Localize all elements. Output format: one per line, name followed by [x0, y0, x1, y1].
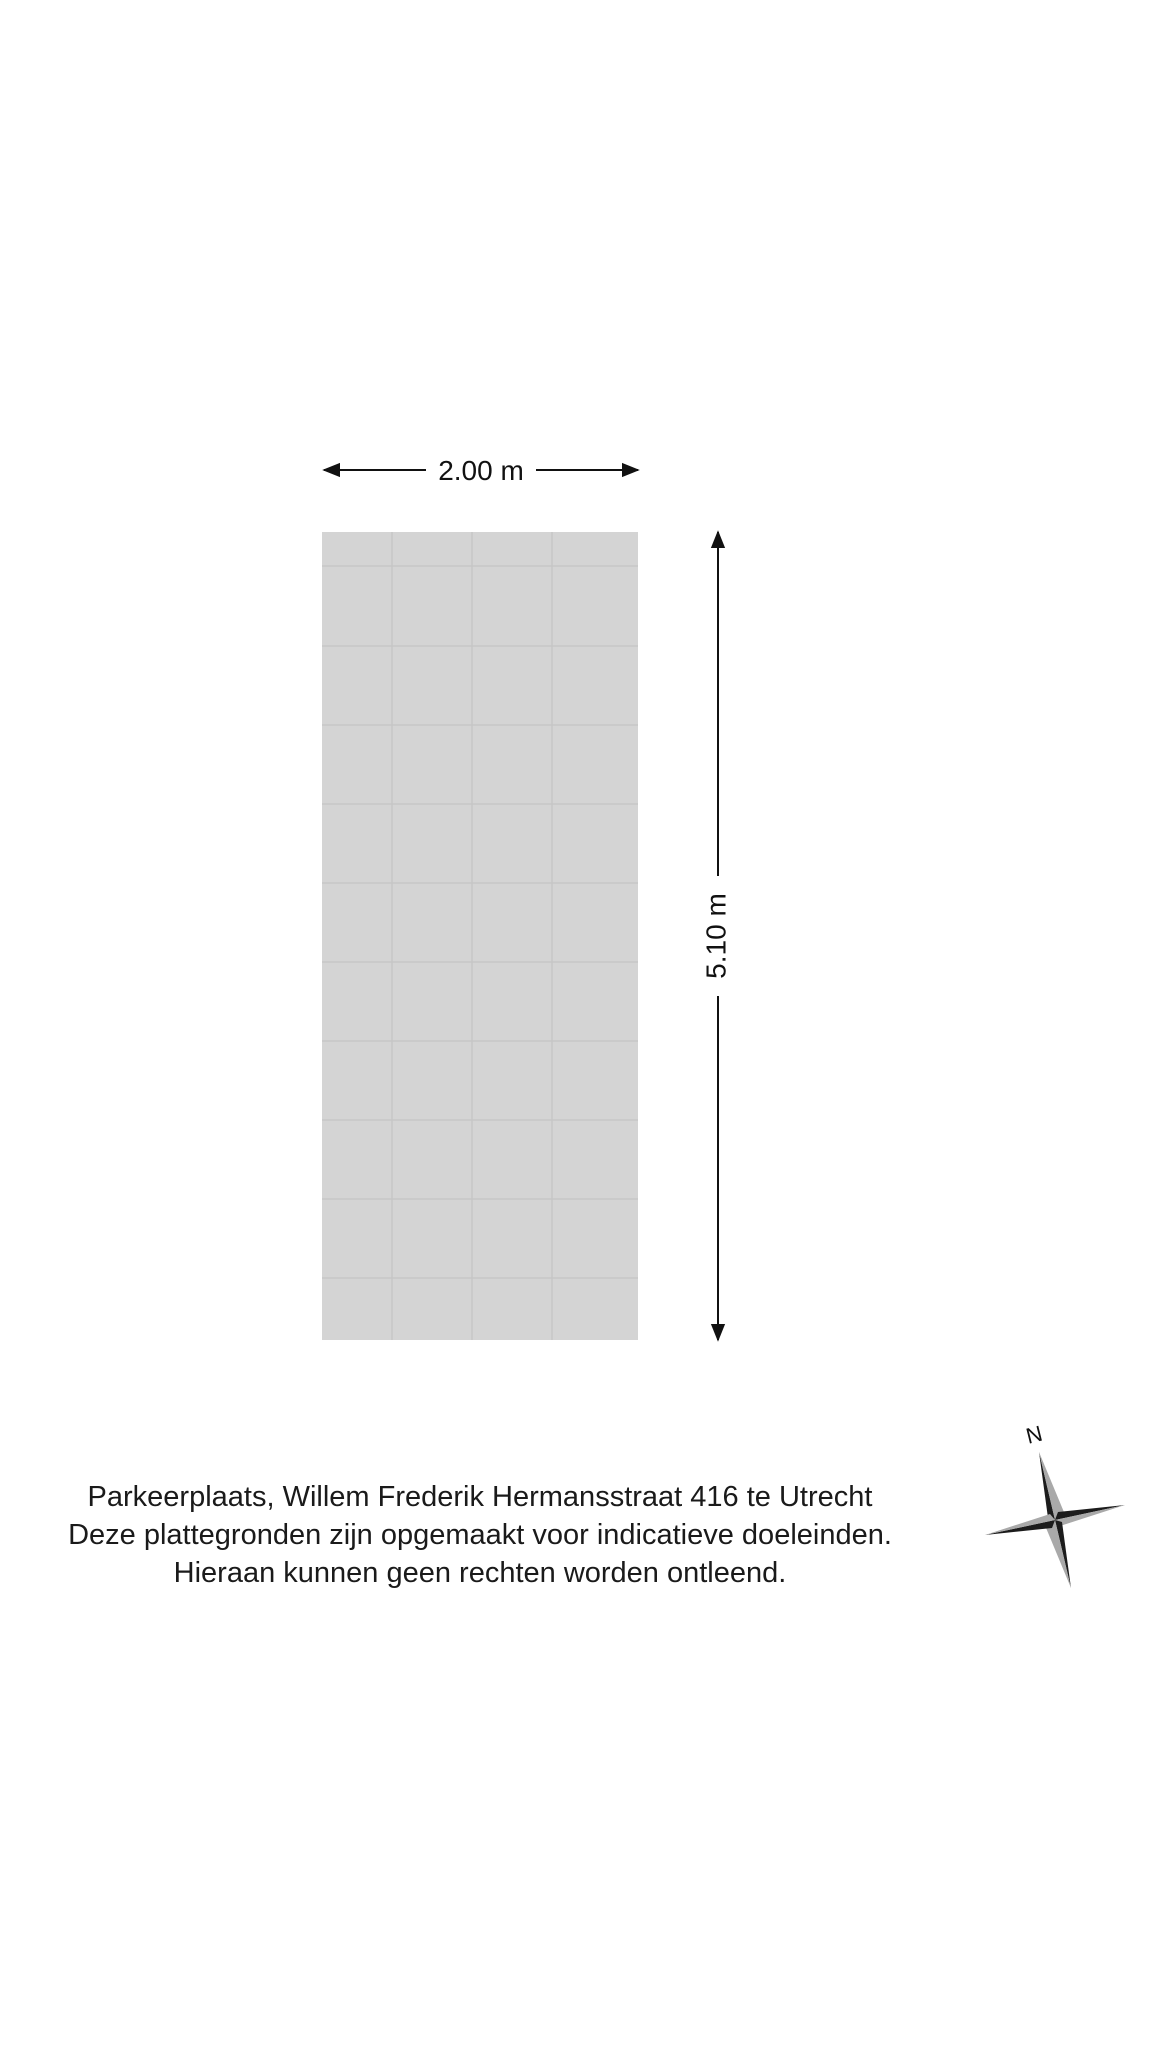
compass-north-label: N	[1023, 1420, 1045, 1449]
caption-address: Parkeerplaats, Willem Frederik Hermansstraat 416 te Utrecht	[87, 1481, 873, 1513]
caption-liability: Hieraan kunnen geen rechten worden ontleend.	[173, 1557, 787, 1589]
plan-caption	[0, 1478, 960, 1592]
caption-disclaimer: Deze plattegronden zijn opgemaakt voor indicatieve doeleinden.	[68, 1519, 892, 1551]
length-dimension-label: 5.10 m	[700, 893, 732, 979]
compass-icon	[985, 1421, 1125, 1588]
parking-space	[322, 532, 638, 1340]
width-dimension	[324, 455, 638, 486]
width-dimension-label: 2.00 m	[438, 455, 524, 486]
length-dimension	[700, 532, 731, 1340]
